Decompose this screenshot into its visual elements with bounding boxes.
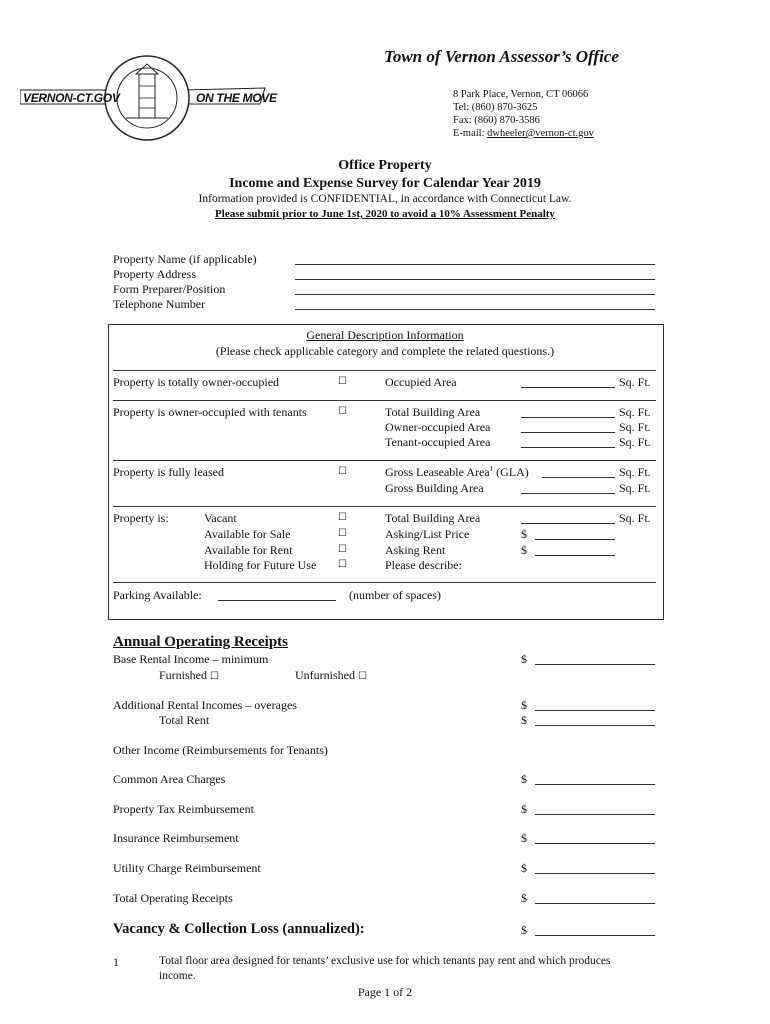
- holding-label: Holding for Future Use: [204, 558, 317, 572]
- please-describe-label: Please describe:: [385, 558, 462, 572]
- property-tax-label: Property Tax Reimbursement: [113, 802, 254, 816]
- office-tel: Tel: (860) 870-3625: [453, 102, 538, 113]
- additional-rental-field[interactable]: [535, 710, 655, 711]
- total-building-area-field[interactable]: [521, 417, 615, 418]
- asking-list-price-label: Asking/List Price: [385, 527, 470, 541]
- gla-prefix: Gross Leaseable Area: [385, 465, 490, 479]
- insurance-label: Insurance Reimbursement: [113, 831, 239, 845]
- common-area-field[interactable]: [535, 784, 655, 785]
- asking-rent-field[interactable]: [535, 555, 615, 556]
- logo: [20, 52, 277, 148]
- utility-field[interactable]: [535, 873, 655, 874]
- owner-occupied-area-field[interactable]: [521, 432, 615, 433]
- property-is-label: Property is:: [113, 511, 169, 525]
- sqft-unit: Sq. Ft.: [619, 481, 651, 495]
- owner-occupied-area-label: Owner-occupied Area: [385, 420, 491, 434]
- parking-field[interactable]: [218, 600, 336, 601]
- dollar-sign: $: [521, 713, 527, 727]
- available-sale-label: Available for Sale: [204, 527, 291, 541]
- telephone-label: Telephone Number: [113, 297, 206, 311]
- occupied-area-field[interactable]: [521, 387, 615, 388]
- available-rent-checkbox[interactable]: ☐: [338, 544, 347, 555]
- office-address: 8 Park Place, Vernon, CT 06066: [453, 89, 589, 100]
- total-building-area-label-2: Total Building Area: [385, 511, 481, 525]
- other-income-label: Other Income (Reimbursements for Tenants): [113, 743, 328, 757]
- vacant-checkbox[interactable]: ☐: [338, 512, 347, 523]
- dollar-sign: $: [521, 802, 527, 816]
- form-preparer-field[interactable]: [295, 294, 655, 295]
- logo-left-text: VERNON-CT.GOV: [23, 91, 120, 105]
- base-rental-field[interactable]: [535, 664, 655, 665]
- sqft-unit: Sq. Ft.: [619, 375, 651, 389]
- base-rental-label: Base Rental Income – minimum: [113, 652, 269, 666]
- property-address-field[interactable]: [295, 279, 655, 280]
- gross-leaseable-area-field[interactable]: [542, 477, 615, 478]
- asking-rent-label: Asking Rent: [385, 543, 446, 557]
- dollar-sign: $: [521, 527, 527, 541]
- gla-suffix: (GLA): [496, 465, 529, 479]
- owner-with-tenants-label: Property is owner-occupied with tenants: [113, 405, 307, 419]
- asking-list-price-field[interactable]: [535, 539, 615, 540]
- general-subheading: (Please check applicable category and complete the related questions.): [215, 344, 555, 358]
- dollar-sign: $: [521, 831, 527, 845]
- furnished-label: Furnished: [159, 668, 207, 682]
- additional-rental-label: Additional Rental Incomes – overages: [113, 698, 297, 712]
- footnote-text-line1: Total floor area designed for tenants’ exclusive use for which tenants pay rent and which produces: [159, 955, 611, 967]
- footnote-number: 1: [113, 955, 119, 969]
- office-title: Town of Vernon Assessor’s Office: [384, 47, 619, 66]
- vacancy-heading: Vacancy & Collection Loss (annualized):: [113, 921, 365, 937]
- form-title-line2: Income and Expense Survey for Calendar Year 2019: [229, 176, 541, 191]
- confidential-note: Information provided is CONFIDENTIAL, in accordance with Connecticut Law.: [198, 193, 572, 205]
- email-label: E-mail:: [453, 128, 485, 139]
- furnished-option[interactable]: [159, 668, 219, 683]
- unfurnished-label: Unfurnished: [295, 668, 355, 682]
- parking-suffix: (number of spaces): [349, 588, 441, 602]
- footnote-text-line2: income.: [159, 970, 196, 982]
- vacant-label: Vacant: [204, 511, 237, 525]
- holding-checkbox[interactable]: ☐: [338, 559, 347, 570]
- sqft-unit: Sq. Ft.: [619, 405, 651, 419]
- available-rent-label: Available for Rent: [204, 543, 293, 557]
- describe-field[interactable]: [113, 582, 656, 583]
- total-operating-field[interactable]: [535, 903, 655, 904]
- gross-leaseable-area-label: [385, 465, 529, 480]
- owner-occupied-checkbox[interactable]: ☐: [338, 376, 347, 387]
- dollar-sign: $: [521, 543, 527, 557]
- form-title-line1: Office Property: [338, 158, 432, 173]
- utility-label: Utility Charge Reimbursement: [113, 861, 261, 875]
- total-building-area-label: Total Building Area: [385, 405, 481, 419]
- common-area-label: Common Area Charges: [113, 772, 226, 786]
- sqft-unit: Sq. Ft.: [619, 511, 651, 525]
- owner-with-tenants-checkbox[interactable]: ☐: [338, 406, 347, 417]
- receipts-heading: Annual Operating Receipts: [113, 634, 289, 650]
- sqft-unit: Sq. Ft.: [619, 465, 651, 479]
- office-fax: Fax: (860) 870-3586: [453, 115, 540, 126]
- fully-leased-checkbox[interactable]: ☐: [338, 466, 347, 477]
- property-name-label: Property Name (if applicable): [113, 252, 257, 266]
- furnished-checkbox[interactable]: ☐: [210, 671, 219, 682]
- total-rent-label: Total Rent: [159, 713, 210, 727]
- dollar-sign: $: [521, 772, 527, 786]
- sqft-unit: Sq. Ft.: [619, 435, 651, 449]
- gross-building-area-label: Gross Building Area: [385, 481, 484, 495]
- total-building-area-field-2[interactable]: [521, 523, 615, 524]
- logo-right-text: ON THE MOVE: [196, 91, 277, 105]
- sqft-unit: Sq. Ft.: [619, 420, 651, 434]
- property-tax-field[interactable]: [535, 814, 655, 815]
- gross-building-area-field[interactable]: [521, 493, 615, 494]
- email-link[interactable]: dwheeler@vernon-ct.gov: [487, 128, 594, 139]
- deadline-note: Please submit prior to June 1st, 2020 to avoid a 10% Assessment Penalty: [215, 208, 555, 220]
- dollar-sign: $: [521, 923, 527, 937]
- tenant-occupied-area-field[interactable]: [521, 447, 615, 448]
- general-heading: General Description Information: [306, 328, 464, 342]
- divider: [113, 400, 656, 401]
- form-preparer-label: Form Preparer/Position: [113, 282, 226, 296]
- property-name-field[interactable]: [295, 264, 655, 265]
- insurance-field[interactable]: [535, 843, 655, 844]
- occupied-area-label: Occupied Area: [385, 375, 457, 389]
- dollar-sign: $: [521, 652, 527, 666]
- telephone-field[interactable]: [295, 309, 655, 310]
- dollar-sign: $: [521, 698, 527, 712]
- divider: [113, 506, 656, 507]
- owner-occupied-label: Property is totally owner-occupied: [113, 375, 280, 389]
- total-rent-field[interactable]: [535, 725, 655, 726]
- office-email-row: [453, 128, 594, 139]
- fully-leased-label: Property is fully leased: [113, 465, 224, 479]
- page-number: Page 1 of 2: [357, 985, 413, 999]
- footnote-mark: 1: [489, 465, 494, 473]
- property-address-label: Property Address: [113, 267, 196, 281]
- unfurnished-option[interactable]: [295, 668, 367, 683]
- total-operating-label: Total Operating Receipts: [113, 891, 233, 905]
- divider: [113, 460, 656, 461]
- available-sale-checkbox[interactable]: ☐: [338, 528, 347, 539]
- vacancy-field[interactable]: [535, 935, 655, 936]
- dollar-sign: $: [521, 891, 527, 905]
- tenant-occupied-area-label: Tenant-occupied Area: [385, 435, 491, 449]
- unfurnished-checkbox[interactable]: ☐: [358, 671, 367, 682]
- divider: [113, 370, 656, 371]
- dollar-sign: $: [521, 861, 527, 875]
- parking-label: Parking Available:: [113, 588, 202, 602]
